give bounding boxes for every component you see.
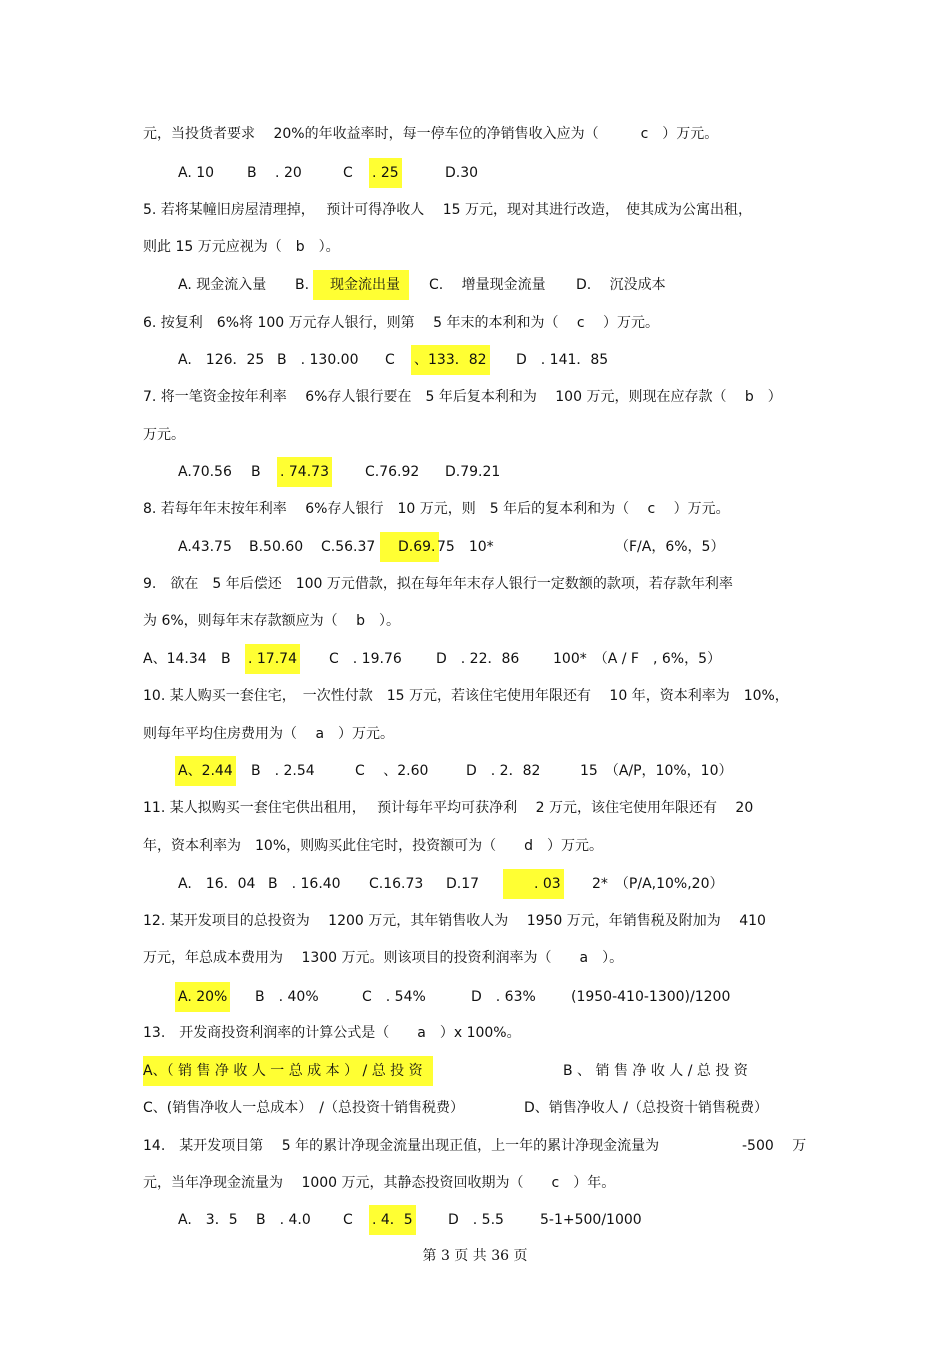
option-d-rest: 75 10* [437, 539, 494, 555]
option-b: B . 16.40 [268, 876, 341, 892]
q12-line1: 12. 某开发项目的总投资为 1200 万元，其年销售收人为 1950 万元，年销售税及附加为 410 [143, 913, 766, 929]
answer-highlight: . 17.74 [245, 644, 300, 674]
formula: (1950-410-1300)/1200 [571, 989, 731, 1005]
answer-highlight: . 25 [369, 158, 402, 188]
option-d: D.79.21 [445, 464, 501, 480]
q11-line1: 11. 某人拟购买一套住宅供出租用， 预计每年平均可获净利 2 万元，该住宅使用年限还有 20 [143, 800, 754, 816]
option-d: D. 沉没成本 [576, 277, 666, 293]
option-d: D . 141．85 [516, 352, 609, 368]
option-b: B. [295, 277, 310, 293]
option-b: B [221, 651, 231, 667]
answer-highlight: D.69. [380, 532, 439, 562]
option-c: C [385, 352, 395, 368]
q9-line2: 为 6%，则每年末存款额应为（ b ）。 [143, 613, 400, 629]
q12-line2: 万元，年总成本费用为 1300 万元。则该项目的投资利润率为（ a ）。 [143, 950, 624, 966]
option-c: C.16.73 [369, 876, 424, 892]
answer-highlight: A、2.44 [175, 756, 236, 786]
q5-line2: 则此 15 万元应视为（ b ）。 [143, 239, 340, 255]
option-b: B [251, 464, 261, 480]
q8-line1: 8. 若每年年末按年利率 6%存人银行 10 万元，则 5 年后的复本利和为（ c ）万元。 [143, 501, 730, 517]
option-b: B . 2.54 [251, 763, 315, 779]
option-a: A. 16．04 [178, 876, 256, 892]
option-b: B . 20 [247, 165, 302, 181]
formula: 5-1+500/1000 [540, 1212, 642, 1228]
option-b: B . 40% [255, 989, 319, 1005]
option-c: C. 增量现金流量 [429, 277, 546, 293]
q7-line1: 7. 将一笔资金按年利率 6%存人银行要在 5 年后复本利和为 100 万元，则现在应存款（ b ） [143, 389, 782, 405]
option-d: D . 22．86 [436, 651, 520, 667]
q11-line2: 年，资本利率为 10%，则购买此住宅时，投资额可为（ d ）万元。 [143, 838, 604, 854]
option-d: D.17 [446, 876, 480, 892]
option-a: A. 现金流入量 [178, 277, 267, 293]
q14-line2: 元，当年净现金流量为 1000 万元，其静态投资回收期为（ c ）年。 [143, 1175, 616, 1191]
option-a: A.70.56 [178, 464, 232, 480]
answer-highlight: 现金流出量 [313, 270, 409, 300]
option-c: C.76.92 [365, 464, 420, 480]
q5-line1: 5. 若将某幢旧房屋清理掉， 预计可得净收人 15 万元，现对其进行改造， 使其成为公寓出租， [143, 202, 752, 218]
q13-line1: 13. 开发商投资利润率的计算公式是（ a ）x 100%。 [143, 1025, 521, 1041]
formula: 100* （A / F , 6%，5） [553, 651, 721, 667]
option-c: C [343, 165, 353, 181]
option-a: A. 10 [178, 165, 215, 181]
option-d: D . 63% [471, 989, 536, 1005]
option-b: B . 4.0 [256, 1212, 311, 1228]
answer-highlight: 、133．82 [411, 345, 490, 375]
q14-line1-text: 14. 某开发项目第 5 年的累计净现金流量出现正值，上一年的累计净现金流量为 [143, 1138, 660, 1154]
q7-line2: 万元。 [143, 427, 185, 443]
q4-tail: 元，当投货者要求 20%的年收益率时，每一停车位的净销售收入应为（ c ）万元。 [143, 126, 719, 142]
q6-line1: 6. 按复利 6%将 100 万元存人银行，则第 5 年末的本利和为（ c ）万元。 [143, 315, 660, 331]
option-d: D . 2．82 [466, 763, 541, 779]
answer-highlight: A、（ 销 售 净 收 人 一 总 成 本 ） / 总 投 资 [143, 1056, 433, 1086]
option-b: B.50.60 [249, 539, 304, 555]
option-a: A.43.75 [178, 539, 232, 555]
option-d: D.30 [445, 165, 479, 181]
page-footer: 第 3 页 共 36 页 [422, 1248, 528, 1264]
formula: 15 （A/P，10%，10） [580, 763, 733, 779]
option-a: A. 126．25 [178, 352, 265, 368]
answer-highlight: . 74.73 [277, 457, 332, 487]
q9-line1: 9. 欲在 5 年后偿还 100 万元借款，拟在每年年末存人银行一定数额的款项，若存款年利率 [143, 576, 733, 592]
q14-line1-value: -500 万 [742, 1138, 807, 1154]
option-c: C、(销售净收人一总成本） /（总投资十销售税费） [143, 1100, 464, 1116]
answer-highlight: . 4．5 [369, 1205, 416, 1235]
formula: 2* （P/A,10%,20） [592, 876, 724, 892]
option-c: C . 54% [362, 989, 426, 1005]
option-c: C 、2.60 [355, 763, 429, 779]
answer-highlight: A. 20% [175, 982, 230, 1012]
q10-line2: 则每年平均住房费用为（ a ）万元。 [143, 726, 395, 742]
option-d: D . 5.5 [448, 1212, 504, 1228]
option-b: B 、 销 售 净 收 人 / 总 投 资 [563, 1063, 748, 1079]
option-a: A. 3．5 [178, 1212, 238, 1228]
answer-highlight: . 03 [503, 869, 564, 899]
q10-line1: 10. 某人购买一套住宅， 一次性付款 15 万元，若该住宅使用年限还有 10 年，资本利率为 10%， [143, 688, 789, 704]
option-d: D、销售净收人 /（总投资十销售税费） [524, 1100, 768, 1116]
formula: （F/A，6%，5） [615, 539, 725, 555]
option-a: A、14.34 [143, 651, 207, 667]
option-c: C.56.37 [321, 539, 376, 555]
option-c: C . 19.76 [329, 651, 402, 667]
option-c: C [343, 1212, 353, 1228]
option-b: B . 130.00 [277, 352, 359, 368]
